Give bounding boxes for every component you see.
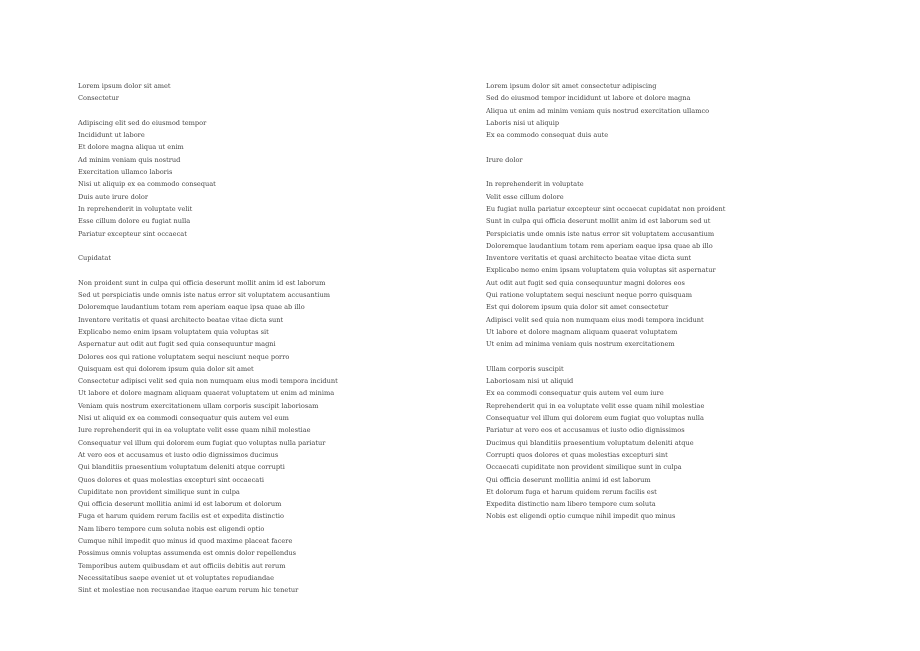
- text-line: Duis aute irure dolor: [78, 192, 149, 201]
- text-line: Doloremque laudantium totam rem aperiam eaque ipsa quae ab illo: [78, 303, 305, 312]
- text-line: Corrupti quos dolores et quas molestias excepturi sint: [486, 450, 668, 459]
- line-gap: [78, 105, 416, 117]
- text-line: Incididunt ut labore: [78, 131, 145, 140]
- text-line: Ut labore et dolore magnam aliquam quaerat voluptatem ut enim ad minima: [78, 389, 335, 398]
- text-line: Ut labore et dolore magnam aliquam quaerat voluptatem: [486, 327, 678, 336]
- text-line: Dolores eos qui ratione voluptatem sequi nesciunt neque porro: [78, 352, 290, 361]
- text-line: Ut enim ad minima veniam quis nostrum exercitationem: [486, 340, 675, 349]
- text-line: Qui officia deserunt mollitia animi id est laborum: [486, 475, 651, 484]
- text-line: Doloremque laudantium totam rem aperiam eaque ipsa quae ab illo: [486, 241, 713, 250]
- text-line: In reprehenderit in voluptate velit: [78, 204, 193, 213]
- text-line: Consectetur adipisci velit sed quia non numquam eius modi tempora incidunt: [78, 377, 338, 386]
- line-gap: [78, 264, 416, 276]
- text-line: Nam libero tempore cum soluta nobis est eligendi optio: [78, 524, 265, 533]
- text-line: Ex ea commodi consequatur quis autem vel eum iure: [486, 389, 664, 398]
- text-line: Qui blanditiis praesentium voluptatum deleniti atque corrupti: [78, 463, 285, 472]
- text-line: Eu fugiat nulla pariatur excepteur sint occaecat cupidatat non proident: [486, 204, 726, 213]
- text-line: In reprehenderit in voluptate: [486, 180, 584, 189]
- text-line: Pariatur at vero eos et accusamus et iusto odio dignissimos: [486, 426, 685, 435]
- right-column: [486, 80, 836, 523]
- text-line: Expedita distinctio nam libero tempore cum soluta: [486, 500, 656, 509]
- left-column: [78, 80, 416, 596]
- text-line: Qui ratione voluptatem sequi nesciunt neque porro quisquam: [486, 291, 692, 300]
- text-line: Esse cillum dolore eu fugiat nulla: [78, 217, 191, 226]
- text-line: Nobis est eligendi optio cumque nihil impedit quo minus: [486, 512, 676, 521]
- text-line: Exercitation ullamco laboris: [78, 168, 173, 177]
- text-line: Sint et molestiae non recusandae itaque earum rerum hic tenetur: [78, 586, 299, 595]
- text-line: Fuga et harum quidem rerum facilis est et expedita distinctio: [78, 512, 284, 521]
- text-line: Nisi ut aliquip ex ea commodo consequat: [78, 180, 216, 189]
- text-line: Adipiscing elit sed do eiusmod tempor: [78, 118, 207, 127]
- text-line: Veniam quis nostrum exercitationem ullam corporis suscipit laboriosam: [78, 401, 319, 410]
- text-line: Aliqua ut enim ad minim veniam quis nostrud exercitation ullamco: [486, 106, 710, 115]
- text-line: Quisquam est qui dolorem ipsum quia dolor sit amet: [78, 364, 254, 373]
- text-line: Ex ea commodo consequat duis aute: [486, 131, 609, 140]
- text-line: Est qui dolorem ipsum quia dolor sit amet consectetur: [486, 303, 669, 312]
- text-line: Nisi ut aliquid ex ea commodi consequatur quis autem vel eum: [78, 414, 289, 423]
- text-line: Pariatur excepteur sint occaecat: [78, 229, 187, 238]
- text-line: Velit esse cillum dolore: [486, 192, 564, 201]
- text-line: Et dolorum fuga et harum quidem rerum facilis est: [486, 487, 657, 496]
- text-line: Inventore veritatis et quasi architecto beatae vitae dicta sunt: [486, 254, 692, 263]
- text-line: Possimus omnis voluptas assumenda est omnis dolor repellendus: [78, 549, 296, 558]
- text-line: Adipisci velit sed quia non numquam eius modi tempora incidunt: [486, 315, 704, 324]
- text-line: Explicabo nemo enim ipsam voluptatem quia voluptas sit aspernatur: [486, 266, 716, 275]
- text-line: Qui officia deserunt mollitia animi id est laborum et dolorum: [78, 500, 282, 509]
- text-line: Cupiditate non provident similique sunt in culpa: [78, 487, 240, 496]
- line-gap: [486, 166, 836, 178]
- text-line: Iure reprehenderit qui in ea voluptate velit esse quam nihil molestiae: [78, 426, 311, 435]
- text-line: Lorem ipsum dolor sit amet: [78, 82, 171, 90]
- text-line: Consequatur vel illum qui dolorem eum fugiat quo voluptas nulla pariatur: [78, 438, 326, 447]
- text-line: Necessitatibus saepe eveniet ut et voluptates repudiandae: [78, 573, 275, 582]
- text-line: Laboris nisi ut aliquip: [486, 118, 560, 127]
- text-line: Explicabo nemo enim ipsam voluptatem quia voluptas sit: [78, 327, 269, 336]
- text-line: Sunt in culpa qui officia deserunt mollit anim id est laborum sed ut: [486, 217, 711, 226]
- text-line: Temporibus autem quibusdam et aut officiis debitis aut rerum: [78, 561, 286, 570]
- text-line: At vero eos et accusamus et iusto odio dignissimos ducimus: [78, 450, 279, 459]
- text-line: Aut odit aut fugit sed quia consequuntur magni dolores eos: [486, 278, 685, 287]
- line-gap: [78, 240, 416, 252]
- text-line: Ducimus qui blanditiis praesentium voluptatum deleniti atque: [486, 438, 694, 447]
- text-line: Lorem ipsum dolor sit amet consectetur adipiscing: [486, 82, 657, 90]
- text-line: Perspiciatis unde omnis iste natus error sit voluptatem accusantium: [486, 229, 715, 238]
- text-line: Ullam corporis suscipit: [486, 364, 564, 373]
- text-line: Cupidatat: [78, 254, 112, 263]
- text-line: Consequatur vel illum qui dolorem eum fugiat quo voluptas nulla: [486, 414, 704, 423]
- text-line: Et dolore magna aliqua ut enim: [78, 143, 184, 152]
- text-line: Inventore veritatis et quasi architecto beatae vitae dicta sunt: [78, 315, 284, 324]
- line-gap: [486, 351, 836, 363]
- text-line: Non proident sunt in culpa qui officia deserunt mollit anim id est laborum: [78, 278, 326, 287]
- text-line: Aspernatur aut odit aut fugit sed quia consequuntur magni: [78, 340, 276, 349]
- text-line: Quos dolores et quas molestias excepturi sint occaecati: [78, 475, 264, 484]
- text-line: Cumque nihil impedit quo minus id quod maxime placeat facere: [78, 536, 293, 545]
- text-line: Sed ut perspiciatis unde omnis iste natus error sit voluptatem accusantium: [78, 291, 330, 300]
- text-line: Occaecati cupiditate non provident similique sunt in culpa: [486, 463, 682, 472]
- line-gap: [486, 141, 836, 153]
- text-line: Ad minim veniam quis nostrud: [78, 155, 181, 164]
- text-line: Sed do eiusmod tempor incididunt ut labore et dolore magna: [486, 94, 691, 103]
- text-line: Laboriosam nisi ut aliquid: [486, 377, 574, 386]
- text-line: Consectetur: [78, 94, 119, 103]
- text-line: Reprehenderit qui in ea voluptate velit esse quam nihil molestiae: [486, 401, 705, 410]
- text-line: Irure dolor: [486, 155, 523, 164]
